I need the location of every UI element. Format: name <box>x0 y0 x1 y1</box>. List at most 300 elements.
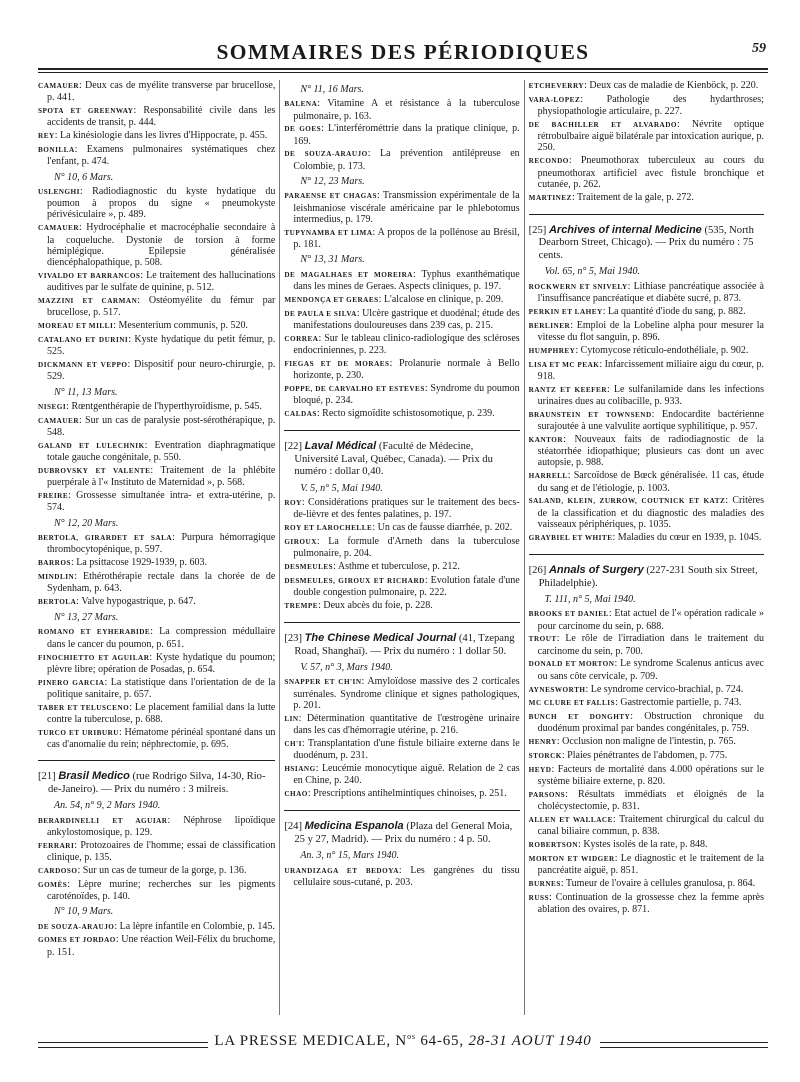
columns-container <box>38 80 768 1015</box>
article-authors: USLENGHI <box>38 187 80 196</box>
article-entry <box>38 401 275 413</box>
article-authors: RUSS <box>528 893 550 902</box>
article-title: : Traitement de la gale, p. 272. <box>571 191 694 203</box>
journal-number: [25] <box>528 224 549 236</box>
article-title: : Traitement chirurgical du calcul du canal biliaire commun, p. 838. <box>537 814 764 838</box>
article-entry <box>38 130 275 142</box>
article-authors: DE GOES <box>284 125 322 134</box>
issue-heading: V. 5, n° 5, Mai 1940. <box>300 482 383 494</box>
article-title: : Transmission expérimentale de la leishmaniose viscérale américaine par le phlebotomus intermedius, p. 179. <box>293 190 520 225</box>
article-title: : La formule d'Arneth dans la tuberculose pulmonaire, p. 204. <box>293 535 520 560</box>
article-title: : Responsabilité civile dans les accidents de transit, p. 444. <box>47 105 276 129</box>
article-authors: TROUT <box>528 635 557 644</box>
journal-page <box>38 26 768 1066</box>
article-authors: LISA ET MC PEAK <box>528 360 600 369</box>
article-title: : Lèpre murine; recherches sur les pigments caroténoïdes, p. 140. <box>47 878 276 903</box>
article-authors: FINOCHIETTO ET AGUILAR <box>38 653 150 662</box>
article-title: : Infarcissement miliaire aigu du cœur, p. 918. <box>537 358 764 382</box>
article-entry <box>529 470 764 494</box>
article-authors: POPPE, DE CARVALHO ET ESTEVES <box>284 384 425 393</box>
article-entry <box>38 334 275 358</box>
article-title: : Ostéomyélite du fémur par brucellose, p. 517. <box>47 295 276 319</box>
article-entry <box>529 345 764 357</box>
article-title: : Hydrocéphalie et macrocéphalie secondaire à la coqueluche. Dystonie de torsion à forme hémiplégique. Epilepsie généralisée diencéphalopathique, p. 508. <box>47 222 276 269</box>
article-title: : Etat actuel de l'« opération radicale » pour carcinome du sein, p. 688. <box>537 608 764 632</box>
article-entry <box>284 294 519 306</box>
article-authors: TUPYNAMBA ET LIMA <box>284 228 373 237</box>
page-title: SOMMAIRES DES PÉRIODIQUES <box>216 40 590 64</box>
article-title: : Sur un cas de paralysie post-sérothérapique, p. 548. <box>47 414 276 439</box>
article-authors: GOMES ET JORDAO <box>38 936 116 945</box>
article-authors: BUNCH ET DONGHTY <box>528 713 631 722</box>
footer-text <box>38 1032 768 1050</box>
article-authors: CAMAUER <box>38 416 80 425</box>
article-entry <box>38 626 275 650</box>
article-authors: RECONDO <box>528 157 569 166</box>
article-title: : Traitement de la phlébite puerpérale à l'« Instituto de Maternidad », p. 568. <box>47 464 276 489</box>
article-title: : Deux cas de maladie de Kienböck, p. 220. <box>584 80 759 91</box>
article-entry <box>38 596 275 608</box>
journal-heading <box>529 224 764 263</box>
article-title: : Tumeur de l'ovaire à cellules granulosa, p. 864. <box>560 878 756 890</box>
journal-name: Medicina Espanola <box>304 820 404 833</box>
article-authors: CAMAUER <box>38 224 80 233</box>
article-entry <box>38 571 275 595</box>
article-entry <box>284 333 519 357</box>
article-entry <box>38 727 275 751</box>
article-title: : Le rôle de l'irradiation dans le traitement du carcinome du sein, p. 700. <box>537 633 764 657</box>
issue-heading: V. 57, n° 3, Mars 1940. <box>300 662 393 674</box>
article-entry <box>38 840 275 864</box>
issue-heading: N° 12, 23 Mars. <box>300 176 365 188</box>
article-authors: RANTZ ET KEEFER <box>528 385 608 394</box>
article-entry <box>284 123 519 147</box>
article-entry <box>284 227 519 251</box>
article-title: : Leucémie monocytique aiguë. Relation de 2 cas en Chine, p. 240. <box>293 763 520 787</box>
article-entry <box>529 306 764 318</box>
article-title: : Asthme et tuberculose, p. 212. <box>333 561 460 572</box>
article-authors: HUMPHREY <box>528 346 576 355</box>
article-authors: FREIRE <box>38 492 69 500</box>
article-entry <box>529 320 764 344</box>
article-authors: GIROUX <box>284 537 317 546</box>
article-title: : Sur un cas de tumeur de la gorge, p. 136. <box>77 864 247 876</box>
issue-heading: N° 11, 16 Mars. <box>300 84 364 95</box>
article-entry <box>529 750 764 762</box>
article-entry <box>284 713 519 737</box>
article-title: : Hématome périnéal spontané dans un cas d'anomalie du rein; néphrectomie, p. 695. <box>47 726 276 751</box>
journal-number: [22] <box>284 441 305 453</box>
article-title: : Une réaction Weil-Félix du bruchome, p. 151. <box>47 934 276 958</box>
article-entry <box>38 815 275 839</box>
article-title: : Prescriptions antihelmintiques chinoises, p. 251. <box>307 788 507 800</box>
journal-name: The Chinese Medical Journal <box>304 632 457 645</box>
article-title: : Radiodiagnostic du kyste hydatique du poumon à propos du signe « pneumokyste périvésiculaire », p. 489. <box>47 185 276 221</box>
article-entry <box>284 497 519 521</box>
journal-name: Archives of internal Medicine <box>548 223 702 236</box>
article-authors: SPOTA ET GREENWAY <box>38 107 134 116</box>
article-entry <box>284 408 519 420</box>
article-authors: BALENA <box>284 100 318 109</box>
article-entry <box>284 269 519 293</box>
article-entry <box>38 490 275 514</box>
article-entry <box>284 148 519 172</box>
article-title: : La quantité d'iode du sang, p. 882. <box>602 305 746 317</box>
article-authors: DE BACHILLER ET ALVARADO <box>528 120 677 129</box>
article-authors: DE MAGALHAES ET MOREIRA <box>284 270 413 279</box>
article-authors: FERRARI <box>38 841 75 850</box>
article-entry <box>38 359 275 383</box>
issue-heading: An. 54, n° 9, 2 Mars 1940. <box>54 800 161 812</box>
article-authors: MC CLURE ET FALLIS <box>528 699 616 708</box>
article-authors: ROY ET LAROCHELLE <box>284 524 373 533</box>
article-authors: MENDONÇA ET GERAES <box>284 295 379 304</box>
article-entry <box>284 676 519 711</box>
article-entry <box>529 814 764 838</box>
article-title: : Transplantation d'une fistule biliaire externe dans le duodénum, p. 231. <box>293 737 520 762</box>
article-authors: DESMEULES, GIROUX ET RICHARD <box>284 576 425 585</box>
article-entry <box>529 711 764 735</box>
article-title: : Néphrose lipoïdique ankylostomosique, p. 129. <box>47 814 276 839</box>
section-separator <box>38 760 275 761</box>
article-authors: DESMEULES <box>284 563 334 571</box>
journal-number: [26] <box>528 565 549 576</box>
article-entry <box>529 80 764 92</box>
journal-details: (Plaza del General Moia, 25 y 27, Madrid). — Prix du numéro : 4 p. 50. <box>294 821 513 845</box>
article-title: : La kinésiologie dans les livres d'Hippocrate, p. 455. <box>54 130 268 142</box>
article-authors: DUBROVSKY ET VALENTE <box>38 466 151 475</box>
article-title: : Maladies du cœur en 1939, p. 1045. <box>612 531 762 543</box>
article-title: : Critères de la classification et du diagnostic des maladies des vaisseaux périphériques, p. 1035. <box>537 495 764 530</box>
journal-number: [23] <box>284 633 305 645</box>
article-entry <box>284 536 519 560</box>
article-authors: REY <box>38 132 55 141</box>
article-authors: ALLEN ET WALLACE <box>528 816 613 825</box>
article-title: : Ulcère gastrique et duodénal; étude des manifestations douloureuses dans 239 cas, p. 215. <box>293 307 520 331</box>
journal-name: Brasil Medico <box>58 770 130 783</box>
article-entry <box>529 384 764 408</box>
article-authors: BERARDINELLI ET AGUIAR <box>38 816 168 825</box>
article-entry <box>38 320 275 332</box>
article-title: : Plaies pénétrantes de l'abdomen, p. 775. <box>561 750 728 762</box>
section-separator <box>529 214 764 215</box>
article-entry <box>529 658 764 682</box>
issue-heading: N° 13, 31 Mars. <box>300 254 365 266</box>
article-title: : Dispositif pour neuro-chirurgie, p. 529. <box>47 359 276 383</box>
section-separator <box>284 810 519 811</box>
article-title: : Le diagnostic et le traitement de la pancréatite aiguë, p. 851. <box>537 852 764 877</box>
article-title: : Recto sigmoïdite schistosomotique, p. 239. <box>316 407 495 419</box>
article-authors: BERTOLA, GIRARDET ET SALA <box>38 533 173 542</box>
article-entry <box>38 80 275 104</box>
journal-heading <box>529 564 764 590</box>
article-title: : Lithiase pancréatique associée à l'insuffisance pancréatique et diabète sucré, p. 873. <box>537 280 764 305</box>
article-entry <box>529 495 764 530</box>
journal-name: Annals of Surgery <box>548 564 644 576</box>
article-authors: HENRY <box>528 738 557 747</box>
article-entry <box>529 192 764 204</box>
article-authors: MINDLIN <box>38 572 75 581</box>
article-authors: URANDIZAGA ET BEDOYA <box>284 866 399 875</box>
article-entry <box>284 522 519 534</box>
article-title: : Evolution fatale d'une double congestion pulmonaire, p. 222. <box>293 574 520 599</box>
article-title: : Examens pulmonaires systématiques chez l'enfant, p. 474. <box>47 143 276 168</box>
article-entry <box>284 190 519 225</box>
journal-details: (227-231 South six Street, Philadelphie). <box>538 565 758 589</box>
article-title: : Considérations pratiques sur le traitement des becs-de-lièvre et des fentes palatines, p. 197. <box>293 497 520 521</box>
journal-number: [21] <box>38 771 59 783</box>
article-entry <box>38 557 275 569</box>
article-authors: ROBERTSON <box>528 841 579 850</box>
article-authors: GALAND ET LULECHNIK <box>38 441 145 450</box>
issue-heading: N° 11, 13 Mars. <box>54 386 118 398</box>
article-authors: VIVALDO ET BARRANCOS <box>38 271 141 280</box>
journal-details: (41, Tzepang Road, Shanghaï). — Prix du numéro : 1 dollar 50. <box>294 633 515 657</box>
article-title: : Kyste hydatique du petit fémur, p. 525. <box>47 333 276 358</box>
article-title: : Purpura hémorragique thrombocytopénique, p. 597. <box>47 531 276 556</box>
section-separator <box>284 622 519 623</box>
article-entry <box>38 415 275 439</box>
article-entry <box>529 155 764 190</box>
article-entry <box>284 561 519 573</box>
article-authors: SNAPPER ET CH'IN <box>284 678 362 687</box>
article-title: : Grossesse simultanée intra- et extra-utérine, p. 574. <box>47 490 276 514</box>
article-entry <box>529 697 764 709</box>
article-entry <box>529 94 764 118</box>
article-authors: NISEGI <box>38 402 67 411</box>
article-entry <box>529 789 764 813</box>
article-title: : Syndrome du poumon bloqué, p. 234. <box>293 382 520 407</box>
article-entry <box>284 738 519 762</box>
issue-heading: An. 3, n° 15, Mars 1940. <box>300 850 400 862</box>
section-separator <box>529 554 764 555</box>
article-authors: BURNES <box>528 880 561 889</box>
article-authors: CARDOSO <box>38 866 78 875</box>
article-title: : Kyste hydatique du poumon; plèvre libre; opération de Posadas, p. 654. <box>47 651 276 675</box>
article-title: : Kystes isolés de la rate, p. 848. <box>578 839 708 851</box>
journal-heading <box>284 440 519 479</box>
article-title: : Amyloïdose massive des 2 corticales surrénales. Syndrome clinique et signes pathologiques, p. 201. <box>293 676 520 712</box>
header-rule <box>38 68 768 73</box>
article-entry <box>529 119 764 154</box>
article-title: : Facteurs de mortalité dans 4.000 opérations sur le système biliaire externe, p. 820. <box>537 763 764 788</box>
article-title: : La lèpre infantile en Colombie, p. 145. <box>114 920 275 932</box>
article-title: : Obstruction chronique du duodénum proximal par bandes congénitales, p. 759. <box>537 711 764 735</box>
article-title: : L'alcalose en clinique, p. 209. <box>378 293 504 305</box>
article-authors: SALAND, KLEIN, ZURROW, COUTNICK ET KATZ <box>528 497 726 506</box>
article-title: : Cytomycose réticulo-endothéliale, p. 902. <box>575 344 749 356</box>
article-entry <box>38 879 275 903</box>
article-title: : Le placement familial dans la lutte contre la tuberculose, p. 688. <box>47 701 276 726</box>
article-entry <box>284 383 519 407</box>
article-title: : Sarcoïdose de Bœck généralisée. 11 cas, étude du sang et de l'étiologie, p. 1003. <box>537 470 764 494</box>
article-title: : Le syndrome cervico-brachial, p. 724. <box>585 683 744 695</box>
article-authors: CHAO <box>284 790 308 799</box>
article-authors: CALDAS <box>284 409 317 418</box>
article-title: : Sur le tableau clinico-radiologique des scléroses endocriniennes, p. 223. <box>293 332 520 356</box>
footer-nos: os <box>407 1032 416 1041</box>
article-authors: DE PAULA E SILVA <box>284 309 357 318</box>
article-title: : La compression médullaire dans le cancer du poumon, p. 651. <box>47 626 276 650</box>
article-authors: CORREA <box>284 334 319 343</box>
article-authors: HSIANG <box>284 765 316 774</box>
issue-heading: N° 10, 9 Mars. <box>54 906 114 918</box>
article-title: : Mesenterium communis, p. 520. <box>113 320 248 332</box>
article-authors: PARSONS <box>528 790 566 799</box>
column-right <box>524 80 768 1015</box>
article-entry <box>529 409 764 433</box>
article-entry <box>38 465 275 489</box>
issue-heading: Vol. 65, n° 5, Mai 1940. <box>544 266 641 278</box>
article-entry <box>529 532 764 544</box>
article-title: : Prolanurie normale à Bello horizonte, p. 230. <box>293 357 520 382</box>
article-authors: TREMPE <box>284 601 319 610</box>
journal-name: Laval Médical <box>304 440 377 453</box>
article-authors: CH'I <box>284 739 302 748</box>
article-authors: TABER ET TELUSCENO <box>38 703 130 712</box>
article-entry <box>284 788 519 800</box>
article-authors: CATALANO ET DURINI <box>38 335 129 344</box>
article-title: : Endocardite bactérienne surajoutée à une valvulite aortique syphilitique, p. 957. <box>537 408 764 433</box>
article-entry <box>284 98 519 122</box>
article-entry <box>284 358 519 382</box>
footer-date: 28-31 AOUT 1940 <box>468 1033 592 1049</box>
article-authors: HARRELL <box>528 472 568 481</box>
article-title: : Continuation de la grossesse chez la femme après ablation des ovaires, p. 871. <box>537 891 764 916</box>
article-authors: BRAUNSTEIN ET TOWNSEND <box>528 410 652 419</box>
journal-heading <box>284 632 519 658</box>
article-authors: BERLINER <box>528 321 571 330</box>
article-title: : Valve hypogastrique, p. 647. <box>76 595 196 607</box>
article-entry <box>529 764 764 788</box>
article-title: : Gastrectomie partielle, p. 743. <box>615 697 742 709</box>
article-title: : A propos de la pollénose au Brésil, p. 181. <box>293 226 520 251</box>
article-entry <box>38 105 275 129</box>
journal-heading <box>38 770 275 796</box>
article-title: : Vitamine A et résistance à la tuberculose pulmonaire, p. 163. <box>293 98 520 122</box>
article-title: : La prévention antilépreuse en Colombie, p. 173. <box>293 148 520 172</box>
article-authors: PARAENSE ET CHAGAS <box>284 192 377 201</box>
article-title: : Détermination quantitative de l'œstrogène urinaire dans les cas d'hémorragie utérine, p. 216. <box>293 712 520 737</box>
issue-heading: N° 10, 6 Mars. <box>54 171 114 183</box>
article-authors: ETCHEVERRY <box>528 82 585 90</box>
article-authors: BROOKS ET DANIEL <box>528 610 609 619</box>
journal-number: [24] <box>284 821 305 833</box>
journal-heading <box>284 820 519 846</box>
article-title: : Le sulfanilamide dans les infections urinaires dues au colibacille, p. 933. <box>537 383 764 407</box>
article-title: : Ethérothérapie rectale dans la chorée de de Sydenham, p. 643. <box>47 570 276 595</box>
article-entry <box>38 532 275 556</box>
article-title: : Rœntgenthérapie de l'hyperthyroïdisme, p. 545. <box>66 400 262 412</box>
article-entry <box>529 608 764 632</box>
article-title: : La psittacose 1929-1939, p. 603. <box>70 556 208 568</box>
article-authors: LIN <box>284 714 299 723</box>
issue-heading: T. 111, n° 5, Mai 1940. <box>544 594 636 605</box>
article-entry <box>38 934 275 958</box>
issue-heading: N° 12, 20 Mars. <box>54 517 119 529</box>
article-authors: FIEGAS ET DE MORAES <box>284 359 390 368</box>
article-authors: BONILLA <box>38 145 75 154</box>
article-title: : Emploi de la Lobeline alpha pour mesurer la vitesse du flot sanguin, p. 896. <box>537 319 764 343</box>
article-authors: PERKIN ET LAHEY <box>528 307 603 316</box>
footer-journal: LA PRESSE MEDICALE, N <box>214 1033 408 1049</box>
article-entry <box>38 295 275 319</box>
article-title: : Eventration diaphragmatique totale gauche congénitale, p. 550. <box>47 439 276 464</box>
page-header <box>38 26 768 66</box>
article-title: : La statistique dans l'orientation de de la politique sanitaire, p. 657. <box>47 676 276 700</box>
article-title: : Névrite optique rétrobulbaire aiguë bilatérale par intoxication aurique, p. 250. <box>537 118 764 154</box>
article-authors: HEYD <box>528 765 552 774</box>
article-authors: ROY <box>284 499 302 508</box>
article-entry <box>38 702 275 726</box>
article-title: : Les gangrènes du tissu cellulaire sous-cutané, p. 203. <box>293 864 520 889</box>
article-authors: MAZZINI ET CARMAN <box>38 297 138 306</box>
article-authors: GRAYBIEL ET WHITE <box>528 533 613 542</box>
article-authors: ROMANO ET EYHERABIDE <box>38 628 151 637</box>
article-authors: BARROS <box>38 558 71 567</box>
article-title: : Protozoaires de l'homme; essai de classification clinique, p. 135. <box>47 839 276 864</box>
journal-details: (Faculté de Médecine, Université Laval, Québec, Canada). — Prix du numéro : dollar 0,40. <box>294 441 493 478</box>
article-title: : Typhus exanthématique dans les mines de Geraes. Aspects cliniques, p. 197. <box>293 268 520 292</box>
article-entry <box>529 633 764 657</box>
article-authors: CAMAUER <box>38 82 80 90</box>
article-authors: TURCO ET URIBURU <box>38 728 119 737</box>
article-authors: DE SOUZA-ARAUJO <box>38 922 115 931</box>
footer-issue: 64-65, <box>415 1033 469 1049</box>
article-entry <box>529 853 764 877</box>
column-middle <box>279 80 523 1015</box>
article-authors: GOMÈS <box>38 880 68 889</box>
article-authors: AYNESWORTH <box>528 685 586 694</box>
article-title: : Le traitement des hallucinations auditives par le sulfate de quinine, p. 512. <box>47 269 276 294</box>
article-entry <box>284 865 519 889</box>
article-authors: ROCKWERN ET SNIVELY <box>528 282 628 291</box>
article-authors: KANTOR <box>528 435 564 444</box>
article-entry <box>529 434 764 469</box>
article-title: : Occlusion non maligne de l'intestin, p. 765. <box>556 736 736 748</box>
article-entry <box>529 736 764 748</box>
article-entry <box>38 144 275 168</box>
article-title: : Résultats immédiats et éloignés de la cholécystectomie, p. 831. <box>537 788 764 813</box>
article-authors: STORCK <box>528 752 562 761</box>
article-title: : Pathologie des hydarthroses; physiopathologie articulaire, p. 227. <box>537 93 764 118</box>
article-authors: MOREAU ET MILLI <box>38 322 114 331</box>
article-entry <box>529 839 764 851</box>
article-entry <box>38 222 275 268</box>
article-entry <box>38 865 275 877</box>
article-authors: DE SOUZA-ARAUJO <box>284 150 368 159</box>
page-number: 59 <box>752 41 766 56</box>
article-authors: MARTINEZ <box>528 193 572 202</box>
article-entry <box>529 892 764 916</box>
issue-heading: N° 13, 27 Mars. <box>54 612 119 624</box>
article-authors: MORTON ET WIDGER <box>528 854 615 863</box>
section-separator <box>284 430 519 431</box>
article-entry <box>38 440 275 464</box>
column-left <box>38 80 279 1015</box>
article-title: : Deux abcès du foie, p. 228. <box>318 599 433 611</box>
article-entry <box>284 600 519 612</box>
article-entry <box>38 270 275 294</box>
article-entry <box>284 763 519 787</box>
page-footer <box>38 1029 768 1057</box>
article-authors: VARA-LOPEZ <box>528 95 581 104</box>
article-entry <box>284 575 519 599</box>
article-title: : L'interférométtrie dans la pratique clinique, p. 169. <box>293 123 520 147</box>
article-entry <box>284 308 519 332</box>
journal-details: (535, North Dearborn Street, Chicago). — Prix du numéro : 75 cents. <box>538 224 754 261</box>
article-authors: PINERO GARCIA <box>38 678 105 687</box>
